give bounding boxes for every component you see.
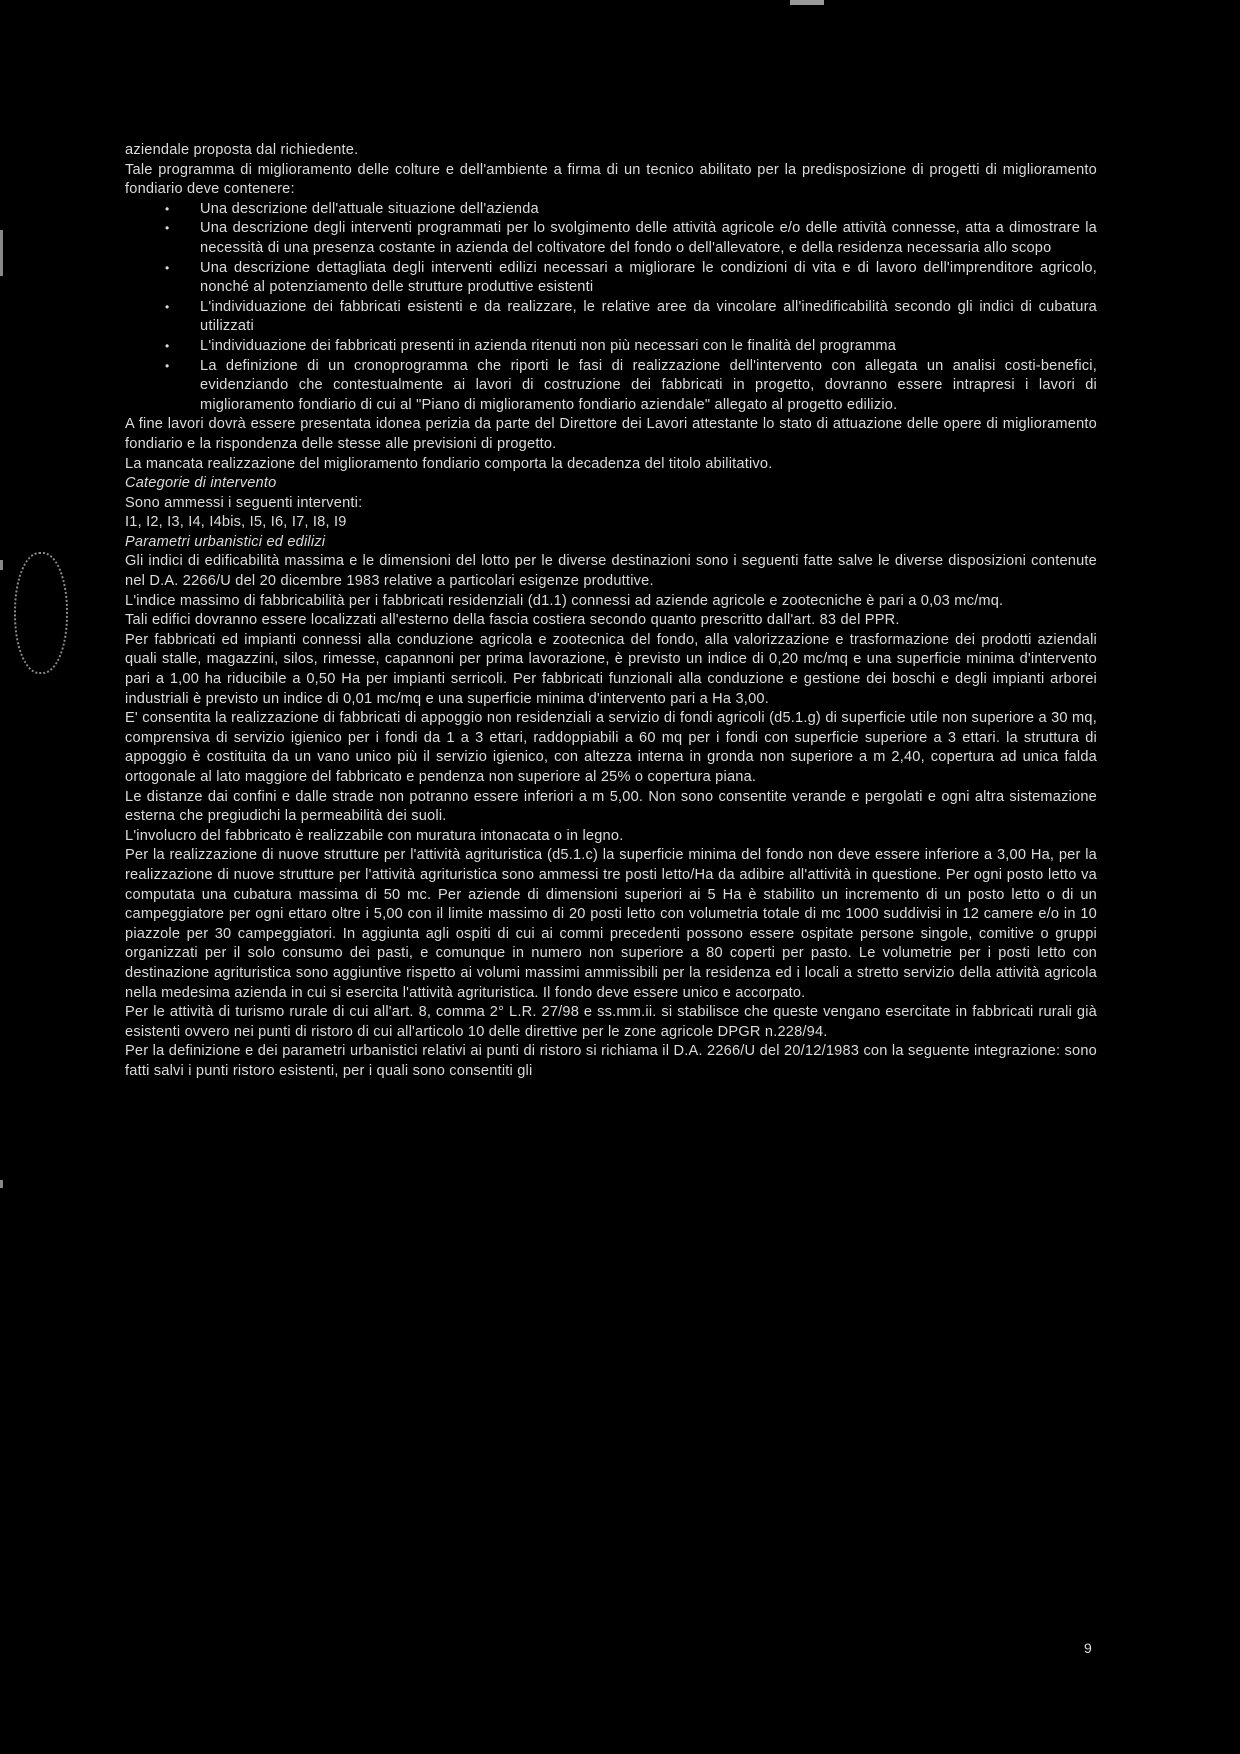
paragraph: Tali edifici dovranno essere localizzati all'esterno della fascia costiera secondo quanto prescritto dall'art. 83 del PPR. bbox=[125, 612, 900, 629]
list-item-text: L'individuazione dei fabbricati presenti in azienda ritenuti non più necessari con le finalità del programma bbox=[200, 337, 897, 354]
paragraph: L'indice massimo di fabbricabilità per i fabbricati residenziali (d1.1) connessi ad aziende agricole e zootecniche è pari a 0,03 mc/mq. bbox=[125, 592, 1004, 609]
parametri-paragraphs bbox=[125, 552, 1097, 1081]
list-item bbox=[165, 298, 1097, 337]
list-item bbox=[165, 259, 1097, 298]
list-item-text: Una descrizione dell'attuale situazione dell'azienda bbox=[200, 200, 539, 217]
scan-top-mark bbox=[790, 0, 824, 5]
stamp-seal bbox=[14, 552, 68, 674]
document-body bbox=[125, 141, 1097, 1082]
bullet-icon: • bbox=[165, 338, 170, 353]
intro-paragraphs bbox=[125, 141, 1097, 200]
paragraph: Per fabbricati ed impianti connessi alla conduzione agricola e zootecnica del fondo, alla valorizzazione e trasformazione dei prodotti aziendali quali stalle, magazzini, silos, rimesse, capannoni per prima lavorazione, è previsto un indice di 0,20 mc/mq e una superficie minima d'intervento pari a 1,00 ha riducibile a 0,50 Ha per impianti serricoli. Per fabbricati funzionali alla conduzione e gestione dei boschi e degli impianti arborei industriali è previsto un indice di 0,01 mc/mq e una superficie minima d'intervento pari a Ha 3,00. bbox=[125, 631, 1097, 707]
categorie-intro: Sono ammessi i seguenti interventi: bbox=[125, 494, 363, 511]
bullet-icon: • bbox=[165, 201, 170, 216]
list-item-text: Una descrizione dettagliata degli interventi edilizi necessari a migliorare le condizioni di vita e di lavoro dell'imprenditore agricolo, nonché al potenziamento delle strutture produttive esistenti bbox=[200, 259, 1097, 296]
paragraph: L'involucro del fabbricato è realizzabile con muratura intonacata o in legno. bbox=[125, 827, 624, 844]
requirements-list bbox=[125, 200, 1097, 416]
paragraph: Tale programma di miglioramento delle colture e dell'ambiente a firma di un tecnico abilitato per la predisposizione di progetti di miglioramento fondiario deve contenere: bbox=[125, 161, 1097, 198]
bullet-icon: • bbox=[165, 299, 170, 314]
list-item bbox=[165, 219, 1097, 258]
list-item-text: Una descrizione degli interventi programmati per lo svolgimento delle attività agricole e/o delle attività connesse, atta a dimostrare la necessità di una presenza costante in azienda del coltivatore del fondo o dell'allevatore, e della residenza necessaria allo scopo bbox=[200, 220, 1097, 256]
paragraph: Per la realizzazione di nuove strutture per l'attività agrituristica (d5.1.c) la superficie minima del fondo non deve essere inferiore a 3,00 Ha, per la realizzazione di nuove strutture per l'attività agrituristica sono ammessi tre posti letto/Ha da adibire all'attività in questione. Per ogni posto letto va computata una cubatura massima di 50 mc. Per aziende di dimensioni superiori ai 5 Ha è stabilito un incremento di un posto letto o di un campeggiatore per ogni ettaro oltre i 5,00 con il limite massimo di 20 posti letto con volumetria totale di mc 1000 suddivisi in 12 camere e/o in 10 piazzole per 30 campeggiatori. In aggiunta agli ospiti di cui ai commi precedenti possono essere ospitate persone singole, comitive o gruppi organizzati per il solo consumo dei pasti, e comunque in numero non superiore a 80 coperti per pasto. Le volumetrie per i posti letto con destinazione agrituristica sono aggiuntive rispetto ai volumi massimi ammissibili per la residenza ed i locali a stretto servizio della attività agricola nella medesima azienda in cui si esercita l'attività agrituristica. Il fondo deve essere unico e accorpato. bbox=[125, 847, 1097, 1001]
paragraph: E' consentita la realizzazione di fabbricati di appoggio non residenziali a servizio di fondi agricoli (d5.1.g) di superficie utile non superiore a 30 mq, comprensiva di servizio igienico per i fondi da 1 a 3 ettari, raddoppiabili a 60 mq per i fondi con superficie superiore a 3 ettari. la struttura di appoggio è costituita da un vano unico più il servizio igienico, con altezza interna in gronda non superiore a m 2,40, copertura ad unica falda ortogonale al lato maggiore del fabbricato e pendenza non superiore al 25% o copertura piana. bbox=[125, 710, 1097, 785]
page-number: 9 bbox=[1084, 1640, 1092, 1656]
scan-edge-mark bbox=[0, 560, 3, 570]
paragraph: La mancata realizzazione del miglioramento fondiario comporta la decadenza del titolo abilitativo. bbox=[125, 455, 773, 472]
list-item bbox=[165, 337, 1097, 357]
list-item bbox=[165, 200, 1097, 220]
paragraph: A fine lavori dovrà essere presentata idonea perizia da parte del Direttore dei Lavori attestante lo stato di attuazione delle opere di miglioramento fondiario e la rispondenza delle stesse alle previsioni di progetto. bbox=[125, 416, 1097, 452]
section-heading-parametri: Parametri urbanistici ed edilizi bbox=[125, 533, 326, 550]
bullet-icon: • bbox=[165, 358, 170, 373]
scan-edge-mark bbox=[0, 230, 3, 276]
list-item-text: La definizione di un cronoprogramma che riporti le fasi di realizzazione dell'intervento con allegata un analisi costi-benefici, evidenziando che contestualmente ai lavori di costruzione dei fabbricati in progetto, dovranno essere intrapresi i lavori di miglioramento fondiario di cui al "Piano di miglioramento fondiario aziendale" allegato al progetto edilizio. bbox=[200, 357, 1097, 413]
list-item-text: L'individuazione dei fabbricati esistenti e da realizzare, le relative aree da vincolare all'inedificabilità secondo gli indici di cubatura utilizzati bbox=[200, 298, 1097, 335]
paragraph: aziendale proposta dal richiedente. bbox=[125, 142, 359, 158]
paragraph: Le distanze dai confini e dalle strade non potranno essere inferiori a m 5,00. Non sono consentite verande e pergolati e ogni altra sistemazione esterna che pregiudichi la permeabilità dei suoli. bbox=[125, 788, 1097, 825]
paragraph: Gli indici di edificabilità massima e le dimensioni del lotto per le diverse destinazioni sono i seguenti fatte salve le diverse disposizioni contenute nel D.A. 2266/U del 20 dicembre 1983 relative a particolari esigenze produttive. bbox=[125, 553, 1097, 590]
bullet-icon: • bbox=[165, 260, 170, 275]
categorie-list: I1, I2, I3, I4, I4bis, I5, I6, I7, I8, I9 bbox=[125, 514, 347, 531]
scan-edge-mark bbox=[0, 1180, 3, 1188]
section-heading-categorie: Categorie di intervento bbox=[125, 475, 277, 492]
list-item bbox=[165, 357, 1097, 416]
bullet-icon: • bbox=[165, 221, 170, 236]
closing-paragraphs bbox=[125, 415, 1097, 474]
paragraph: Per le attività di turismo rurale di cui all'art. 8, comma 2° L.R. 27/98 e ss.mm.ii. si stabilisce che queste vengano esercitate in fabbricati rurali già esistenti ovvero nei punti di ristoro di cui all'articolo 10 delle direttive per le zone agricole DPGR n.228/94. bbox=[125, 1004, 1097, 1040]
paragraph: Per la definizione e dei parametri urbanistici relativi ai punti di ristoro si richiama il D.A. 2266/U del 20/12/1983 con la seguente integrazione: sono fatti salvi i punti ristoro esistenti, per i quali sono consentiti gli bbox=[125, 1043, 1097, 1079]
